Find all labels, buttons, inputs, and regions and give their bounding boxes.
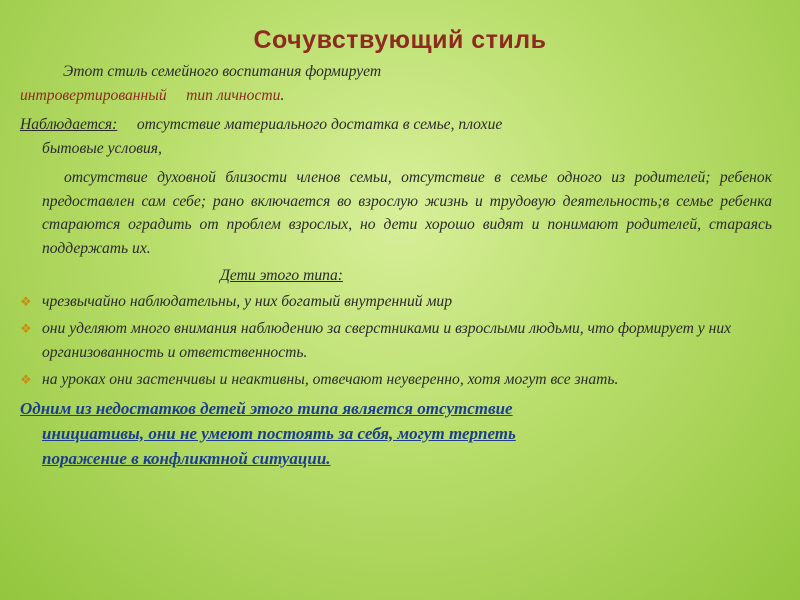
list-item	[20, 368, 772, 392]
list-item-text: на уроках они застенчивы и неактивны, отвечают неуверенно, хотя могут все знать.	[42, 371, 619, 388]
observed-text-line2: бытовые условия,	[42, 139, 162, 157]
personality-type-rest: тип личности	[186, 86, 281, 104]
conclusion-line3: поражение в конфликтной ситуации.	[42, 448, 331, 468]
bullet-icon: ❖	[20, 372, 32, 387]
children-heading: Дети этого типа:	[220, 267, 343, 284]
intro-paragraph: Этот стиль семейного воспитания формирует интровертированный тип личности.	[20, 63, 382, 104]
list-item-text: они уделяют много внимания наблюдению за сверстниками и взрослыми людьми, что формирует у них организованность и ответственность.	[42, 320, 732, 361]
observed-label: Наблюдается:	[20, 116, 118, 133]
observed-text-line1: отсутствие материального достатка в семье, плохие	[136, 116, 503, 133]
slide-body	[20, 60, 772, 471]
personality-type-word: интровертированный	[20, 86, 167, 104]
observed-block	[20, 113, 772, 160]
conclusion-line2: инициативы, они не умеют постоять за себя, могут терпеть	[42, 423, 516, 443]
bullet-icon: ❖	[20, 321, 32, 336]
observed-paragraph-text: отсутствие духовной близости членов семьи, отсутствие в семье одного из родителей; ребенок предоставлен сам себе; рано включается во взрослую жизнь и трудовую деятельность;в семье ребенка стараются оградить от проблем взрослых, но дети хорошо видят и понимают родителей, стараясь поддержать их.	[42, 169, 772, 257]
intro-line: Этот стиль семейного воспитания формирует	[63, 63, 382, 80]
traits-list	[20, 290, 772, 392]
slide-title: Сочувствующий стиль	[253, 26, 547, 54]
bullet-icon: ❖	[20, 293, 32, 309]
list-item	[20, 290, 772, 314]
conclusion-line1: Одним из недостатков детей этого типа является отсутствие	[20, 398, 513, 418]
conclusion	[20, 396, 772, 471]
list-item-text: чрезвычайно наблюдательны, у них богатый внутренний мир	[42, 292, 452, 310]
observed-paragraph	[42, 166, 772, 260]
list-item	[20, 317, 772, 364]
